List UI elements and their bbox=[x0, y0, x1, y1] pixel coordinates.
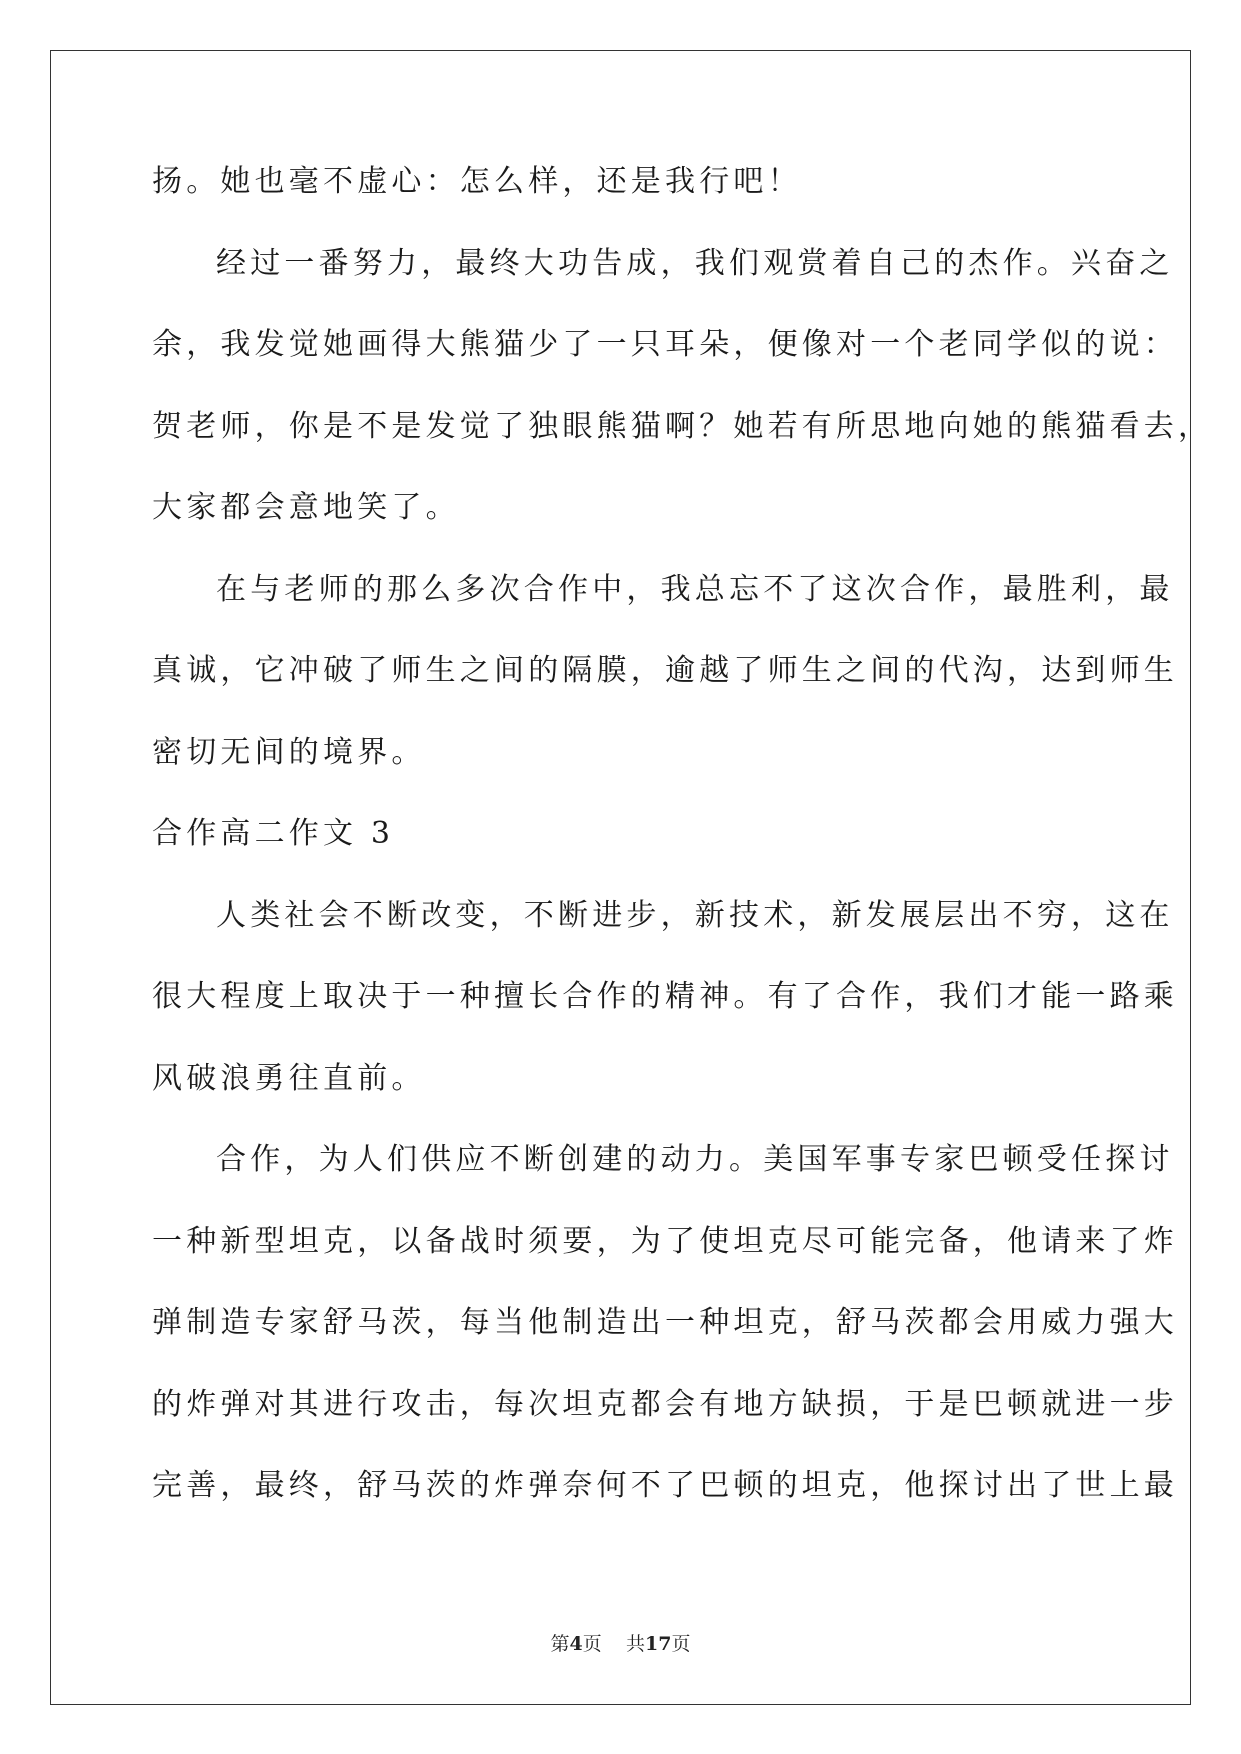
text-line: 合作，为人们供应不断创建的动力。美国军事专家巴顿受任探讨 bbox=[216, 1142, 1174, 1177]
text-line: 的炸弹对其进行攻击，每次坦克都会有地方缺损，于是巴顿就进一步 bbox=[152, 1386, 1178, 1422]
text-line: 完善，最终，舒马茨的炸弹奈何不了巴顿的坦克，他探讨出了世上最 bbox=[152, 1468, 1178, 1503]
document-body bbox=[152, 162, 1213, 1548]
footer-page-prefix: 第 bbox=[550, 1633, 570, 1655]
text-line: 风破浪勇往直前。 bbox=[152, 1060, 426, 1096]
footer-page-suffix: 页 bbox=[582, 1633, 602, 1655]
text-line: 一种新型坦克，以备战时须要，为了使坦克尽可能完备，他请来了炸 bbox=[152, 1223, 1178, 1259]
text-line: 扬。她也毫不虚心：怎么样，还是我行吧！ bbox=[152, 164, 802, 199]
text-line: 密切无间的境界。 bbox=[152, 734, 426, 770]
text-line: 很大程度上取决于一种擅长合作的精神。有了合作，我们才能一路乘 bbox=[152, 979, 1178, 1014]
text-line: 在与老师的那么多次合作中，我总忘不了这次合作，最胜利，最 bbox=[216, 571, 1174, 607]
text-line: 人类社会不断改变，不断进步，新技术，新发展层出不穷，这在 bbox=[216, 897, 1174, 933]
text-line: 经过一番努力，最终大功告成，我们观赏着自己的杰作。兴奋之 bbox=[216, 245, 1174, 281]
text-line: 余，我发觉她画得大熊猫少了一只耳朵，便像对一个老同学似的说： bbox=[152, 327, 1178, 362]
text-line: 弹制造专家舒马茨，每当他制造出一种坦克，舒马茨都会用威力强大 bbox=[152, 1305, 1178, 1340]
footer-total-suffix: 页 bbox=[671, 1633, 691, 1655]
footer-page-number: 4 bbox=[569, 1633, 583, 1655]
section-heading: 合作高二作文 3 bbox=[152, 816, 395, 851]
page-footer bbox=[0, 1632, 1241, 1656]
footer-total-prefix: 共 bbox=[625, 1633, 645, 1655]
text-line: 真诚，它冲破了师生之间的隔膜，逾越了师生之间的代沟，达到师生 bbox=[152, 653, 1178, 688]
text-line: 大家都会意地笑了。 bbox=[152, 490, 460, 525]
footer-total-pages: 17 bbox=[644, 1633, 672, 1655]
text-line: 贺老师，你是不是发觉了独眼熊猫啊？她若有所思地向她的熊猫看去， bbox=[152, 408, 1213, 444]
